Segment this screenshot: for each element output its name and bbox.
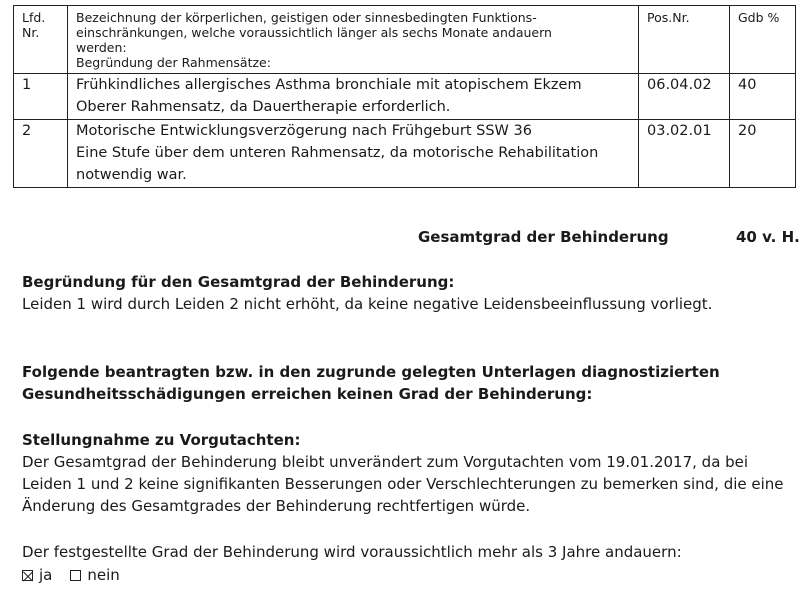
- header-gdb: Gdb %: [730, 6, 796, 74]
- option-nein-label: nein: [87, 566, 120, 584]
- row-description: Frühkindliches allergisches Asthma bronchiale mit atopischem Ekzem Oberer Rahmensatz, da Dauertherapie erforderlich.: [68, 74, 639, 120]
- checkbox-nein-icon[interactable]: [70, 570, 81, 581]
- vorgutachten-line-2: Leiden 1 und 2 keine signifikanten Besserungen oder Verschlechterungen zu bemerken sind, die eine: [22, 475, 784, 493]
- row-pos-nr: 06.04.02: [639, 74, 730, 120]
- dauer-text: Der festgestellte Grad der Behinderung wird voraussichtlich mehr als 3 Jahre andauern:: [22, 543, 682, 561]
- folgende-heading-line-2: Gesundheitsschädigungen erreichen keinen Grad der Behinderung:: [22, 385, 593, 403]
- option-ja-label: ja: [39, 566, 53, 584]
- option-ja[interactable]: [22, 565, 52, 585]
- begruendung-section: [22, 271, 798, 315]
- header-pos-nr: Pos.Nr.: [639, 6, 730, 74]
- checkbox-ja-checked-icon[interactable]: [22, 570, 33, 581]
- folgende-section: [22, 361, 798, 405]
- begruendung-text: Leiden 1 wird durch Leiden 2 nicht erhöht, da keine negative Leidensbeeinflussung vorliegt.: [22, 295, 713, 313]
- row-pos-nr: 03.02.01: [639, 120, 730, 188]
- begruendung-heading: Begründung für den Gesamtgrad der Behinderung:: [22, 273, 455, 291]
- total-label: Gesamtgrad der Behinderung: [418, 228, 669, 246]
- table-row: [14, 120, 796, 188]
- dauer-options: [22, 565, 138, 585]
- row-nr: 1: [14, 74, 68, 120]
- vorgutachten-line-1: Der Gesamtgrad der Behinderung bleibt unverändert zum Vorgutachten vom 19.01.2017, da bei: [22, 453, 749, 471]
- vorgutachten-line-3: Änderung des Gesamtgrades der Behinderung rechtfertigen würde.: [22, 497, 531, 515]
- row-gdb: 40: [730, 74, 796, 120]
- row-description: Motorische Entwicklungsverzögerung nach Frühgeburt SSW 36 Eine Stufe über dem unteren Rahmensatz, da motorische Rehabilitation notwendig war.: [68, 120, 639, 188]
- total-value: 40 v. H.: [736, 228, 800, 246]
- dauer-section: [22, 541, 798, 563]
- assessment-table: [13, 5, 796, 188]
- vorgutachten-section: [22, 429, 798, 517]
- folgende-heading-line-1: Folgende beantragten bzw. in den zugrunde gelegten Unterlagen diagnostizierten: [22, 363, 720, 381]
- header-lfd-nr: Lfd. Nr.: [14, 6, 68, 74]
- row-gdb: 20: [730, 120, 796, 188]
- table-row: [14, 74, 796, 120]
- vorgutachten-heading: Stellungnahme zu Vorgutachten:: [22, 431, 301, 449]
- table-header-row: [14, 6, 796, 74]
- option-nein[interactable]: [70, 565, 119, 585]
- header-bezeichnung: Bezeichnung der körperlichen, geistigen oder sinnesbedingten Funktions- einschränkungen, welche voraussichtlich länger als sechs Monate andauern werden: Begründung der Rahmensätze:: [68, 6, 639, 74]
- row-nr: 2: [14, 120, 68, 188]
